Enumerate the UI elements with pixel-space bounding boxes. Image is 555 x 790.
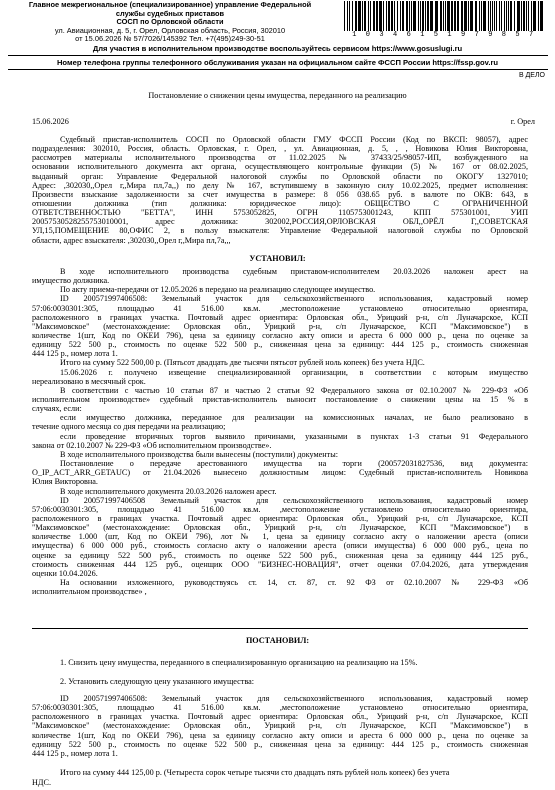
resolution-item-2: 2. Установить следующую цену указанного имущества: [60,677,255,686]
text-line: области, адрес взыскателя: ,302030,,Орел г,,Мира пл,7а,,, [32,235,231,245]
text-line: имущества) 6 000 000 руб., стоимость согласно акту о наложении ареста (описи имущества) 6 000 000 руб., цена по [32,541,528,551]
barcode-bar [376,1,378,31]
text-line: В ходе исполнительного производства были вынесены (поступили) документы: [60,449,339,459]
intro-paragraph [32,135,528,245]
text-line: если имущество должника, переданное для реализации на комиссионных началах, не было реализовано в [60,413,528,423]
barcode-bar [528,1,529,31]
barcode-image [344,1,544,31]
text-line: расположенного в границах участка. Почтовый адрес ориентира: Орловская обл., Урицкий р-н, с/п Луначарское, КСП [32,513,528,523]
barcode-bar [538,1,539,31]
text-line: количестве 1.000 (шт, Код по ОКЕИ 796), лот № 1, цена за единицу согласно акту о наложении ареста (описи [32,532,528,542]
barcode-bar [521,1,522,31]
barcode-bar [514,1,515,31]
barcode-bar [402,1,404,31]
text-line: отношении должника (тип должника: юридическое лицо): ОБЩЕСТВО С ОГРАНИЧЕННОЙ [32,198,528,208]
barcode-bar [379,1,382,31]
text-line: основании исполнительного документа акт органа, осуществляющего контрольные функции (5) № 167 от 08.02.2025, [32,162,528,172]
barcode-bar [533,1,536,31]
findings-section [32,267,528,596]
barcode-bar [364,1,366,31]
phone-line: Номер телефона группы телефонного обслуживания указан на официальном сайте ФССП России https://fssp.gov.ru [56,58,499,67]
text-line: подразделения: 302010, Россия, область. Орловская, г. Орел, , ул. Авиационная, д. 5, , , Новикова Юлия Викторовна, [32,144,528,154]
barcode-bar [383,1,384,31]
text-line: исполнительном производстве» , [32,587,147,597]
barcode-bar [454,1,456,31]
barcode-bar [445,1,446,31]
text-line: 15.06.2026 г. получено извещение специализированной организации, в соответствии с которым имущество [60,367,528,377]
org-line: службы судебных приставов [115,8,225,18]
barcode-bar [373,1,375,31]
barcode-bar [523,1,525,31]
barcode-bar [510,1,512,31]
barcode-bar [420,1,421,31]
gosuslugi-line: Для участия в исполнительном производстве воспользуйтесь сервисом https://www.gosuslugi.ru [92,44,463,53]
issuing-organization [0,1,340,44]
text-line: случаях, если: [32,404,82,414]
text-line: расположенного в границах участка. Почтовый адрес ориентира: Орловская обл., Урицкий р-н, с/п Луначарское, КСП [32,312,528,322]
barcode-bar [494,1,495,31]
recipient: В ДЕЛО [518,72,545,79]
barcode-bar [490,1,491,31]
barcode-bar [440,1,442,31]
text-line: "Максимовское" (местонахождение: Орловская обл., Урицкий р-н, с/п Луначарское, КСП "Максимовское") в [32,321,528,331]
established-heading: УСТАНОВИЛ: [249,254,306,263]
barcode-bar [430,1,433,31]
barcode-bar [475,1,477,31]
barcode-bar [492,1,493,31]
barcode-bar [526,1,527,31]
barcode-bar [394,1,395,31]
barcode-bar [447,1,450,31]
barcode-bar [362,1,363,31]
barcode-bar [349,1,350,31]
text-line: 57:06:0030301:305, площадью 41 516.00 кв.м. ,местоположение установлено относительно ориентира, [32,504,528,514]
barcode-bar [388,1,390,31]
text-line: В ходе исполнительного производства судебным приставом-исполнителем 20.03.2026 наложен арест на [60,267,528,276]
text-line: стоимость сниженная 444 125 руб., оценщик ООО "БИЗНЕС-НОВАЦИЯ", отчет оценки 07.04.2026, дата утверждения [32,559,528,569]
text-line: Произвести взыскание задолженности за счет имущества в размере: 8 056 038.65 руб. в валюте по ОКВ: 643, в [32,189,528,199]
text-line: 57:06:0030301:305, площадью 41 516.00 кв.м. ,местоположение установлено относительно ориентира, [32,303,528,313]
barcode-bar [368,1,369,31]
barcode-bar [488,1,489,31]
barcode-bar [506,1,507,31]
org-line: СОСП по Орловской области [116,17,224,27]
divider [32,628,528,629]
final-price-section [32,694,528,758]
text-line: оценке за единицу 522 500 руб., стоимость по оценке 522 500 руб., сниженная цена за единицу 444 125 руб., [32,550,528,560]
document-city: г. Орел [510,117,535,126]
text-line: оценки 10.04.2026. [32,568,98,578]
barcode-bar [427,1,429,31]
barcode-bar [504,1,505,31]
resolved-heading: ПОСТАНОВИЛ: [245,636,310,645]
text-line: O_IP_ACT_ARR_GETAUC) от 21.04.2026 вынесено должностным лицом: Судебный пристав-исполнитель Новикова [32,468,528,478]
text-line: Судебный пристав-исполнитель СОСП по Орловской области ГМУ ФССП России (Код по ВКСП: 98057), адрес [60,135,528,144]
text-line: имущество должника. [32,276,110,286]
barcode-bar [483,1,486,31]
barcode-bar [400,1,401,31]
barcode-bar [501,1,502,31]
divider [8,69,548,70]
barcode-bar [470,1,473,31]
barcode-bar [496,1,497,31]
barcode-bar [352,1,353,31]
text-line: если проведение вторичных торгов выявило причинами, указанными в пунктах 1-3 статьи 91 Федерального [60,431,528,441]
text-line: количестве 1(шт, Код по ОКЕИ 796), цена за единицу согласно акту описи и ареста 6 000 000 р., цена по оценке за [32,331,528,341]
barcode-bar [461,1,463,31]
barcode-bar [517,1,520,31]
text-line: количестве 1(шт, Код по ОКЕИ 796), цена за единицу согласно акту описи и ареста 6 000 000 р., цена по оценке за [32,730,528,740]
text-line: 444 125 р., номер лота 1. [32,748,118,758]
barcode-bar [391,1,393,31]
barcode-bar [344,1,345,31]
text-line: рассмотрев материалы исполнительного производства от 11.02.2025 № 37433/25/98057-ИП, возбужденного на [32,153,528,163]
barcode-bar [457,1,459,31]
barcode-bar [409,1,410,31]
text-line: течение одного месяца со дня передачи на реализацию; [32,422,226,432]
barcode-bar [422,1,424,31]
divider [8,55,548,56]
barcode-bar [540,1,543,31]
org-line: Главное межрегиональное (специализированное) управление Федеральной [28,0,312,9]
text-line: "Максимовское" (местонахождение: Орловская обл., Урицкий р-н, с/п Луначарское, КСП "Максимовское") в [32,721,528,731]
barcode-bar [418,1,419,31]
barcode-bar [386,1,387,31]
barcode-bar [397,1,398,31]
text-line: выданный орган: Управление Федеральной налоговой службы по Орловской области по ОКОГУ 1327010; [32,171,528,181]
barcode-number: 1 0 3 4 6 1 5 1 9 7 9 8 5 7 [352,31,536,39]
barcode-bar [481,1,482,31]
barcode-bar [531,1,532,31]
barcode-bar [443,1,444,31]
barcode-bar [464,1,467,31]
document-reference: от 15.06.2026 № 57/7026/145392 Тел. +7(495)249-30-51 [75,34,265,44]
total-line-end: НДС. [32,778,52,787]
text-line: ОТВЕТСТВЕННОСТЬЮ "БЕТТА", ИНН 5753052825, ОГРН 1105753001243, КПП 575301001, УИП [32,208,528,218]
text-line: 57:06:0030301:305, площадью 41 516.00 кв.м. ,местоположение установлено относительно ориентира, [32,703,528,713]
text-line: В соответствии с частью 10 статьи 87 и частью 2 статьи 92 Федерального закона от 02.10.2007 № 229-ФЗ «Об [60,385,528,395]
text-line: нереализовано в месячный срок. [32,376,146,386]
text-line: Итого на сумму 522 500,00 р. (Пятьсот двадцать две тысячи пятьсот рублей ноль копеек) без учета НДС. [60,358,425,368]
barcode-bar [435,1,438,31]
barcode-bar [347,1,348,31]
barcode-bar [370,1,371,31]
text-line: 20057530528255753010001, адрес должника: 302002,РОССИЯ,ОРЛОВСКАЯ ОБЛ,,ОРЁЛ Г,,СОВЕТСКАЯ [32,217,528,227]
document-date: 15.06.2026 [32,117,69,126]
text-line: единицу 522 500 р., стоимость по оценке 522 500 р., сниженная цена за единицу: 444 125 р., стоимость сниженная [32,340,528,350]
barcode-bar [406,1,408,31]
text-line: расположенного в границах участка. Почтовый адрес ориентира: Орловская обл., Урицкий р-н, с/п Луначарское, КСП [32,712,528,722]
text-line: "Максимовское" (местонахождение: Орловская обл., Урицкий р-н, с/п Луначарское, КСП "Максимовское") в [32,523,528,533]
text-line: ID 200571997406508: Земельный участок для сельскохозяйственного использования, кадастровый номер [60,694,528,703]
org-address: ул. Авиационная, д. 5, г. Орел, Орловская область, Россия, 302010 [54,25,286,35]
text-line: ID 200571997406508 Земельный участок для сельскохозяйственного использования, кадастровый номер [60,495,528,505]
text-line: 444 125 р., номер лота 1. [32,349,118,359]
resolution-item-1: 1. Снизить цену имущества, переданного в специализированную организацию на реализацию на 15%. [60,658,418,667]
barcode-bar [413,1,416,31]
barcode-bar [499,1,500,31]
text-line: Постановление о передаче арестованного имущества на торги (200572031827536, вид документа: [60,459,528,469]
barcode-bar [358,1,361,31]
barcode-bar [479,1,480,31]
barcode-bar [508,1,509,31]
text-line: В ходе исполнительного документа 20.03.2026 наложен арест. [60,486,277,496]
text-line: УЛ,15,ПОМЕЩЕНИЕ 80,ОФИС 2, в пользу взыскателя: Управление Федеральной налоговой службы по Орловской [32,226,528,236]
total-line: Итого на сумму 444 125,00 р. (Четыреста сорок четыре тысячи сто двадцать пять рублей ноль копеек) без учета [60,768,450,777]
barcode-bar [425,1,426,31]
barcode-bar [451,1,453,31]
document-title: Постановление о снижении цены имущества, переданного на реализацию [148,91,407,100]
barcode-bar [411,1,412,31]
text-line: единицу 522 500 р., стоимость по оценке 522 500 р., сниженная цена за единицу: 444 125 р., стоимость сниженная [32,739,528,749]
text-line: исполнительном производстве» судебный пристав-исполнитель выносит постановление о снижении цены на 15 % в [32,395,528,405]
text-line: закона от 02.10.2007 № 229-ФЗ «Об исполнительном производстве». [32,440,272,450]
text-line: Юлия Викторовна. [32,477,98,487]
text-line: По акту приема-передачи от 12.05.2026 в передано на реализацию следующее имущество. [60,285,376,295]
barcode-bar [355,1,357,31]
text-line: На основании изложенного, руководствуясь ст. 14, ст. 87, ст. 92 ФЗ от 02.10.2007 № 229-ФЗ «Об [60,577,528,587]
text-line: Адрес: ,302030,,Орел г,,Мира пл,7а,,) по делу № 167, вступившему в законную силу 10.02.2025, предмет исполнения: [32,180,528,190]
text-line: ID 200571997406508: Земельный участок для сельскохозяйственного использования, кадастровый номер [60,294,528,304]
barcode-bar [468,1,469,31]
